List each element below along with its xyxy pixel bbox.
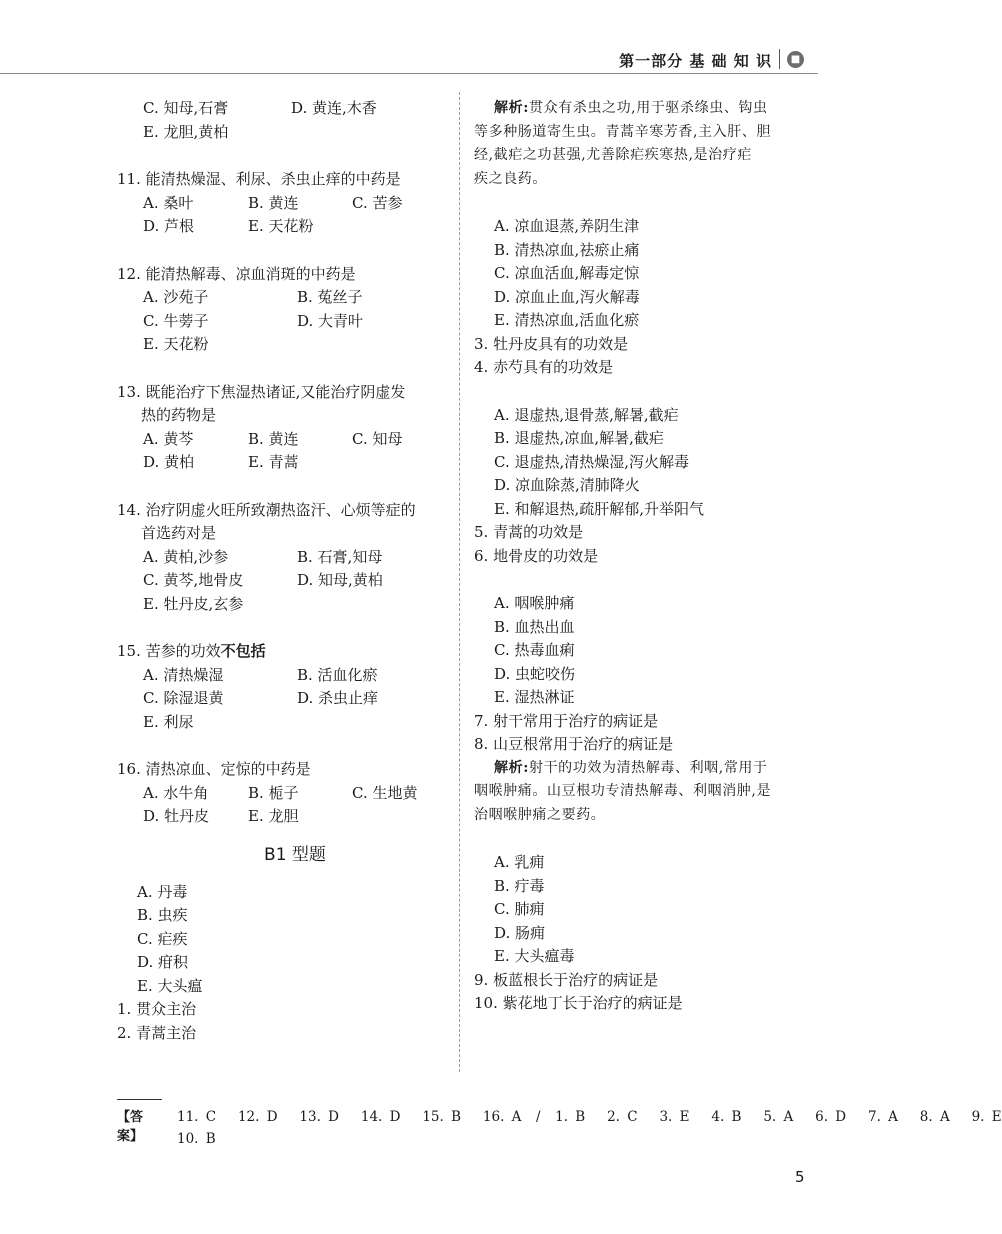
shared-option: D. 凉血止血,泻火解毒 [494,287,640,306]
answer-key-rule [117,1099,162,1100]
option-d: D. 黄连,木香 [291,99,377,117]
option-row [117,782,447,806]
option-e: E. 天花粉 [248,217,314,235]
option-row [117,428,447,452]
option-row [117,121,447,145]
option-b: B. 黄连 [248,193,299,212]
answer-key-label: 【答案】 [117,1110,144,1144]
shared-option: D. 肠痈 [494,923,546,942]
shared-option: C. 退虚热,清热燥湿,泻火解毒 [494,452,690,471]
answer-key-line: 10. B [177,1131,216,1147]
option-c: C. 牛蒡子 [143,311,209,330]
book-logo-icon: ■ [787,51,804,68]
shared-option: A. 退虚热,退骨蒸,解暑,截疟 [494,405,679,424]
option-row [117,192,447,216]
right-column [474,97,809,1016]
explanation-text: 射干的功效为清热解毒、利咽,常用于 [528,759,768,776]
explanation-text: 贯众有杀虫之功,用于驱杀绦虫、钩虫 [528,100,768,116]
shared-option: C. 凉血活血,解毒定惊 [494,264,640,282]
option-row [117,664,447,688]
shared-option: D. 凉血除蒸,清肺降火 [494,476,640,494]
option-c: C. 黄芩,地骨皮 [143,571,244,589]
shared-option: E. 湿热淋证 [494,688,575,706]
shared-option: B. 清热凉血,祛瘀止痛 [494,240,640,259]
question-6: 6. 地骨皮的功效是 [474,546,599,565]
option-a: A. 沙苑子 [143,288,209,306]
question-14-stem: 14. 治疗阴虚火旺所致潮热盗汗、心烦等症的 [117,500,416,519]
b1-question-1: 1. 贯众主治 [117,1000,197,1018]
option-c: C. 知母,石膏 [143,99,229,117]
option-row [117,711,447,735]
shared-option: A. 乳痈 [494,853,545,871]
page-header [0,0,900,74]
option-row [117,310,447,334]
option-row [117,593,447,617]
question-12-stem: 12. 能清热解毒、凉血消斑的中药是 [117,264,356,283]
explanation-line: 治咽喉肿痛之要药。 [474,806,606,823]
question-16-stem: 16. 清热凉血、定惊的中药是 [117,760,311,778]
shared-option: C. 肺痈 [494,900,545,918]
b1-option: B. 虫疾 [137,906,188,924]
question-5: 5. 青蒿的功效是 [474,523,584,541]
option-row [117,687,447,711]
header-separator [779,49,780,69]
option-row [117,215,447,239]
option-b: B. 石膏,知母 [297,547,383,566]
shared-option: B. 血热出血 [494,617,575,636]
header-rule [0,73,818,74]
b1-question-2: 2. 青蒿主治 [117,1023,197,1042]
question-4: 4. 赤芍具有的功效是 [474,358,614,376]
answer-key-text [177,1106,1002,1150]
option-c: C. 知母 [352,429,403,448]
question-15-stem-text: 15. 苦参的功效 [117,642,221,660]
option-row [117,569,447,593]
b1-option: D. 疳积 [137,953,189,971]
option-d: D. 杀虫止痒 [297,689,379,707]
option-e: E. 牡丹皮,玄参 [143,594,244,613]
shared-option: A. 咽喉肿痛 [494,594,575,612]
question-7: 7. 射干常用于治疗的病证是 [474,711,659,730]
section-title: 第一部分 基 础 知 识 [619,52,772,70]
left-column [117,97,447,1045]
question-11-stem: 11. 能清热燥湿、利尿、杀虫止痒的中药是 [117,170,401,188]
option-a: A. 黄柏,沙参 [143,547,229,566]
question-14-stem-cont: 首选药对是 [141,524,217,542]
b1-option: A. 丹毒 [137,882,188,901]
option-row [117,97,447,121]
question-9: 9. 板蓝根长于治疗的病证是 [474,970,659,989]
option-a: A. 桑叶 [143,193,194,212]
shared-option: B. 退虚热,凉血,解暑,截疟 [494,429,664,447]
shared-option: B. 疔毒 [494,876,545,895]
option-d: D. 黄柏 [143,453,195,471]
explanation-line: 等多种肠道寄生虫。青蒿辛寒芳香,主入肝、胆 [474,123,772,140]
option-e: E. 龙胆,黄柏 [143,122,229,141]
option-d: D. 牡丹皮 [143,807,210,825]
b1-option: C. 疟疾 [137,929,188,948]
b1-option: E. 大头瘟 [137,976,203,995]
page-number: 5 [795,1168,805,1186]
option-b: B. 黄连 [248,429,299,448]
shared-option: E. 清热凉血,活血化瘀 [494,311,640,329]
option-b: B. 栀子 [248,783,299,802]
shared-option: E. 和解退热,疏肝解郁,升举阳气 [494,499,705,518]
explanation-label: 解析: [494,759,529,776]
question-10: 10. 紫花地丁长于治疗的病证是 [474,994,683,1012]
explanation-line [474,757,809,781]
option-c: C. 除湿退黄 [143,689,224,707]
option-row [117,546,447,570]
option-a: A. 黄芩 [143,429,194,448]
option-d: D. 芦根 [143,217,195,235]
option-b: B. 活血化瘀 [297,665,378,684]
option-d: D. 大青叶 [297,311,364,330]
option-b: B. 菟丝子 [297,288,363,306]
option-d: D. 知母,黄柏 [297,571,383,589]
column-divider [459,92,460,1072]
answer-key-line: 11. C 12. D 13. D 14. D 15. B 16. A / 1. B 2. C 3. E 4. B 5. A 6. D 7. A 8. A 9. E [177,1109,1002,1125]
explanation-line [474,97,809,121]
option-c: C. 生地黄 [352,783,418,802]
option-a: A. 清热燥湿 [143,665,224,684]
option-a: A. 水牛角 [143,783,209,802]
question-13-stem-cont: 热的药物是 [141,406,217,424]
option-c: C. 苦参 [352,193,403,212]
question-8: 8. 山豆根常用于治疗的病证是 [474,735,674,753]
option-row [117,451,447,475]
option-row [117,805,447,829]
shared-option: E. 大头瘟毒 [494,947,575,965]
option-row [117,286,447,310]
option-e: E. 天花粉 [143,335,209,353]
explanation-line: 疾之良药。 [474,170,547,187]
option-e: E. 龙胆 [248,807,299,825]
option-row [117,333,447,357]
shared-option: A. 凉血退蒸,养阴生津 [494,217,640,235]
question-3: 3. 牡丹皮具有的功效是 [474,334,629,353]
option-e: E. 利尿 [143,712,194,731]
section-heading-b1: B1 型题 [264,844,326,865]
explanation-label: 解析: [494,100,529,116]
question-13-stem: 13. 既能治疗下焦湿热诸证,又能治疗阴虚发 [117,382,406,401]
question-15-stem [117,640,447,664]
explanation-line: 经,截疟之功甚强,尤善除疟疾寒热,是治疗疟 [474,147,752,163]
shared-option: D. 虫蛇咬伤 [494,664,576,683]
explanation-line: 咽喉肿痛。山豆根功专清热解毒、利咽消肿,是 [474,783,772,799]
question-15-emphasis: 不包括 [220,642,266,660]
option-e: E. 青蒿 [248,453,299,471]
shared-option: C. 热毒血痢 [494,641,575,659]
